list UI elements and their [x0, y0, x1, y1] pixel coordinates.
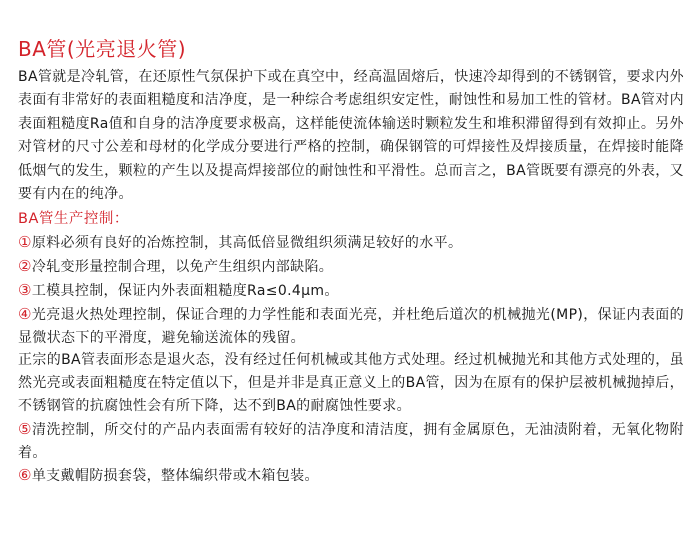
list-number-5: ⑤	[18, 419, 32, 438]
list-item-5	[18, 418, 684, 465]
list-item-3	[18, 279, 684, 303]
list-number-1: ①	[18, 233, 32, 252]
list-text-1: 原料必须有良好的冶炼控制，其高低倍显微组织须满足较好的水平。	[31, 235, 463, 252]
surface-note-paragraph: 正宗的BA管表面形态是退火态，没有经过任何机械或其他方式处理。经过机械抛光和其他方式处理的，虽然光亮或表面粗糙度在特定值以下，但是并非是真正意义上的BA管，因为在原有的保护层被机械抛掉后，不锈钢管的抗腐蚀性会有所下降，达不到BA的耐腐蚀性要求。	[18, 352, 684, 415]
list-number-4: ④	[18, 304, 32, 323]
list-item-1	[18, 231, 684, 255]
list-text-4: 光亮退火热处理控制，保证合理的力学性能和表面光亮，并杜绝后道次的机械抛光(MP)，保证内表面的显微状态下的平滑度，避免输送流体的残留。	[18, 306, 684, 346]
list-item-4	[18, 303, 684, 350]
list-number-3: ③	[18, 281, 32, 300]
list-number-6: ⑥	[18, 466, 32, 485]
list-item-2	[18, 255, 684, 279]
list-text-5: 清洗控制，所交付的产品内表面需有较好的洁净度和清洁度，拥有金属原色，无油渍附着，无氧化物附着。	[18, 421, 684, 461]
section-title: BA管生产控制：	[18, 211, 129, 228]
list-text-3: 工模具控制，保证内外表面粗糙度Ra≤0.4μm。	[31, 283, 339, 300]
list-item-6	[18, 464, 684, 488]
document-page	[18, 36, 684, 488]
list-number-2: ②	[18, 257, 32, 276]
page-title: BA管(光亮退火管)	[18, 37, 187, 61]
list-text-6: 单支戴帽防损套袋，整体编织带或木箱包装。	[31, 468, 319, 485]
intro-paragraph: BA管就是冷轧管，在还原性气氛保护下或在真空中，经高温固熔后，快速冷却得到的不锈钢管，要求内外表面有非常好的表面粗糙度和洁净度，是一种综合考虑组织安定性，耐蚀性和易加工性的管材。BA管对内表面粗糙度Ra值和自身的洁净度要求极高，这样能使流体输送时颗粒发生和堆积滞留得到有效抑止。另外对管材的尺寸公差和母材的化学成分要进行严格的控制，确保钢管的可焊接性及焊接质量，在焊接时能降低烟气的发生，颗粒的产生以及提高焊接部位的耐蚀性和平滑性。总而言之，BA管既要有漂亮的外表，又要有内在的纯净。	[18, 69, 684, 203]
list-text-2: 冷轧变形量控制合理，以免产生组织内部缺陷。	[31, 259, 334, 276]
